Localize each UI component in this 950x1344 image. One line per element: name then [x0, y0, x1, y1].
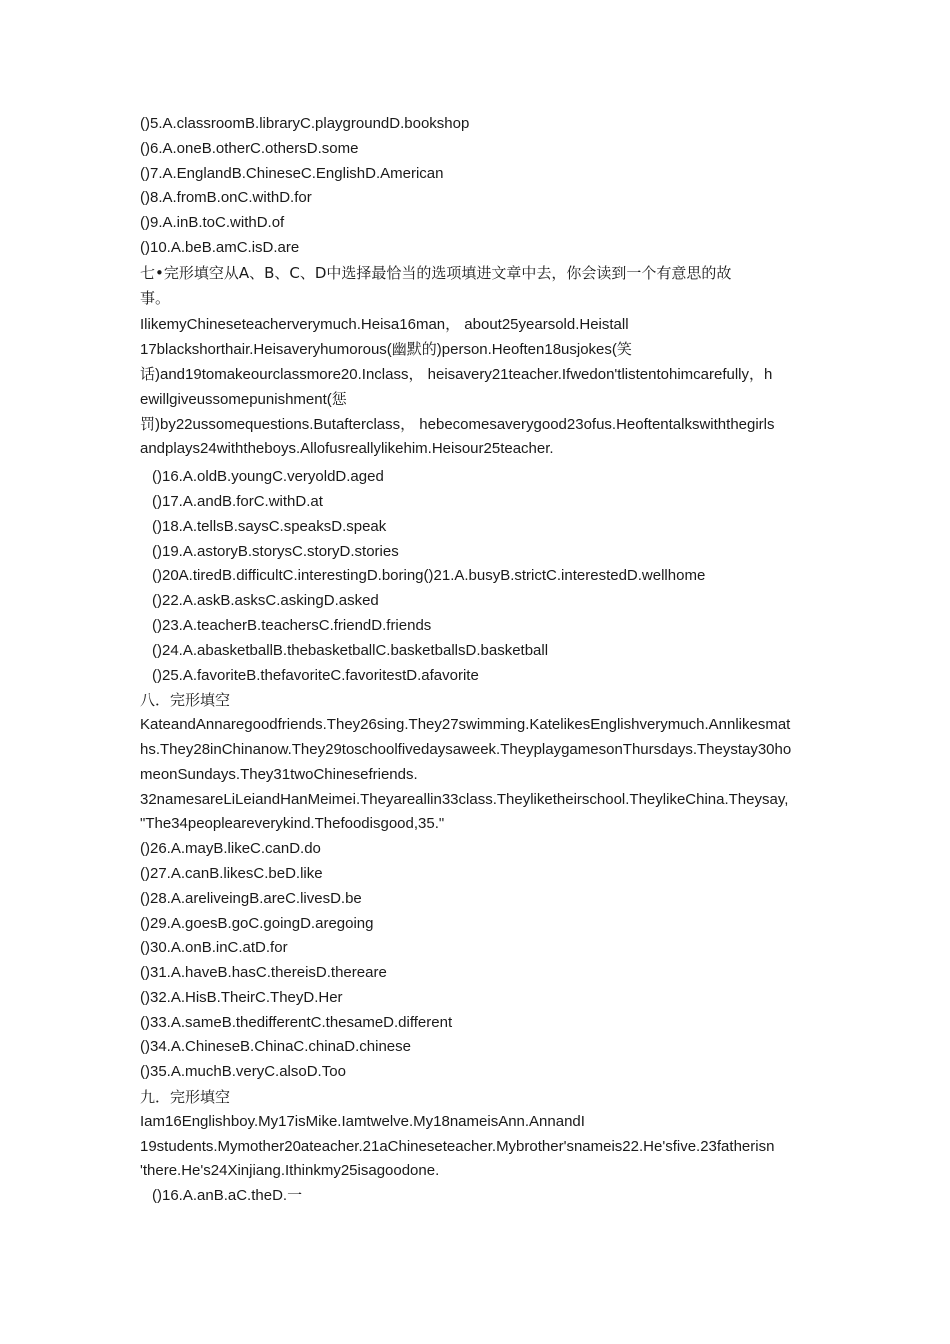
section-7: [140, 261, 812, 689]
document-page: [140, 112, 812, 1209]
passage-line: meonSundays.They31twoChinesefriends.: [140, 765, 418, 783]
section-7-heading: 七•完形填空从A、B、C、D中选择最恰当的选项填进文章中去，你会读到一个有意思的故: [140, 263, 732, 282]
section-7-options: [140, 465, 812, 688]
passage-line: 32namesareLiLeiandHanMeimei.Theyareallin33class.Theyliketheirschool.TheylikeChina.Theysay,: [140, 790, 789, 808]
section-9-heading: 九．完形填空: [140, 1088, 231, 1107]
question-option-line: ()10.A.beB.amC.isD.are: [140, 238, 300, 256]
section-9: [140, 1085, 812, 1209]
question-option-line: ()31.A.haveB.hasC.thereisD.thereare: [140, 964, 387, 982]
passage-line: hs.They28inChinanow.They29toschoolfivedaysaweek.TheyplaygamesonThursdays.Theystay30ho: [140, 740, 792, 758]
question-option-line: ()28.A.areliveingB.areC.livesD.be: [140, 889, 362, 907]
section-7-heading-cont: 事。: [140, 288, 171, 307]
passage-line: Iam16Englishboy.My17isMike.Iamtwelve.My18nameisAnn.AnnandI: [140, 1112, 585, 1130]
passage-line: ewillgiveussomepunishment(惩: [140, 390, 347, 408]
question-option-line: ()19.A.astoryB.storysC.storyD.stories: [152, 542, 399, 560]
question-option-line: ()25.A.favoriteB.thefavoriteC.favoritestD.afavorite: [152, 666, 479, 684]
passage-line: "The34peopleareverykind.Thefoodisgood,35.": [140, 815, 445, 833]
passage-line: 19students.Mymother20ateacher.21aChineseteacher.Mybrother'snameis22.He'sfive.23fatherisn: [140, 1137, 775, 1155]
question-option-line: ()9.A.inB.toC.withD.of: [140, 214, 285, 232]
question-option-line: ()32.A.HisB.TheirC.TheyD.Her: [140, 988, 343, 1006]
passage-line: 话)and19tomakeourclassmore20.Inclass， heisavery21teacher.Ifwedon'tlistentohimcarefully，h: [140, 365, 773, 383]
question-option-line: ()18.A.tellsB.saysC.speaksD.speak: [152, 517, 387, 535]
passage-line: andplays24withtheboys.Allofusreallylikehim.Heisour25teacher.: [140, 440, 554, 458]
question-option-line: ()34.A.ChineseB.ChinaC.chinaD.chinese: [140, 1038, 411, 1056]
passage-line: KateandAnnaregoodfriends.They26sing.They27swimming.KatelikesEnglishverymuch.Annlikesmat: [140, 716, 791, 734]
question-option-line: ()30.A.onB.inC.atD.for: [140, 939, 288, 957]
question-option-line: ()6.A.oneB.otherC.othersD.some: [140, 139, 359, 157]
question-option-line: ()24.A.abasketballB.thebasketballC.basketballsD.basketball: [152, 641, 549, 659]
section-9-options: [140, 1184, 812, 1209]
question-option-line: ()29.A.goesB.goC.goingD.aregoing: [140, 914, 374, 932]
question-option-line: ()16.A.oldB.youngC.veryoldD.aged: [152, 468, 384, 486]
question-option-line: ()7.A.EnglandB.ChineseC.EnglishD.American: [140, 164, 444, 182]
question-option-line: ()26.A.mayB.likeC.canD.do: [140, 840, 321, 858]
passage-line: 17blackshorthair.Heisaveryhumorous(幽默的)person.Heoften18usjokes(笑: [140, 341, 632, 359]
section-9-passage: [140, 1110, 812, 1184]
question-option-line: ()33.A.sameB.thedifferentC.thesameD.different: [140, 1013, 453, 1031]
question-option-line: ()22.A.askB.asksC.askingD.asked: [152, 592, 379, 610]
question-option-line: ()20A.tiredB.difficultC.interestingD.boring()21.A.busyB.strictC.interestedD.wellhome: [152, 567, 706, 585]
section-8-heading: 八．完形填空: [140, 691, 231, 710]
question-option-line: ()16.A.anB.aC.theD.一: [152, 1187, 303, 1205]
section-8: [140, 688, 812, 1085]
section-7-passage: [140, 313, 812, 462]
question-option-line: ()35.A.muchB.veryC.alsoD.Too: [140, 1063, 346, 1081]
question-option-line: ()23.A.teacherB.teachersC.friendD.friends: [152, 616, 432, 634]
question-option-line: ()5.A.classroomB.libraryC.playgroundD.bookshop: [140, 115, 470, 132]
question-option-line: ()27.A.canB.likesC.beD.like: [140, 864, 323, 882]
passage-line: IlikemyChineseteacherverymuch.Heisa16man， about25yearsold.Heistall: [140, 316, 629, 334]
question-option-line: ()17.A.andB.forC.withD.at: [152, 492, 323, 510]
passage-line: 罚)by22ussomequestions.Butafterclass， hebecomesaverygood23ofus.Heoftentalkswiththegirls: [140, 415, 775, 433]
question-option-line: ()8.A.fromB.onC.withD.for: [140, 189, 312, 207]
section-8-options: [140, 837, 812, 1085]
section-8-passage: [140, 713, 812, 837]
section-a-options: [140, 112, 812, 261]
passage-line: 'there.He's24Xinjiang.Ithinkmy25isagoodone.: [140, 1162, 440, 1180]
